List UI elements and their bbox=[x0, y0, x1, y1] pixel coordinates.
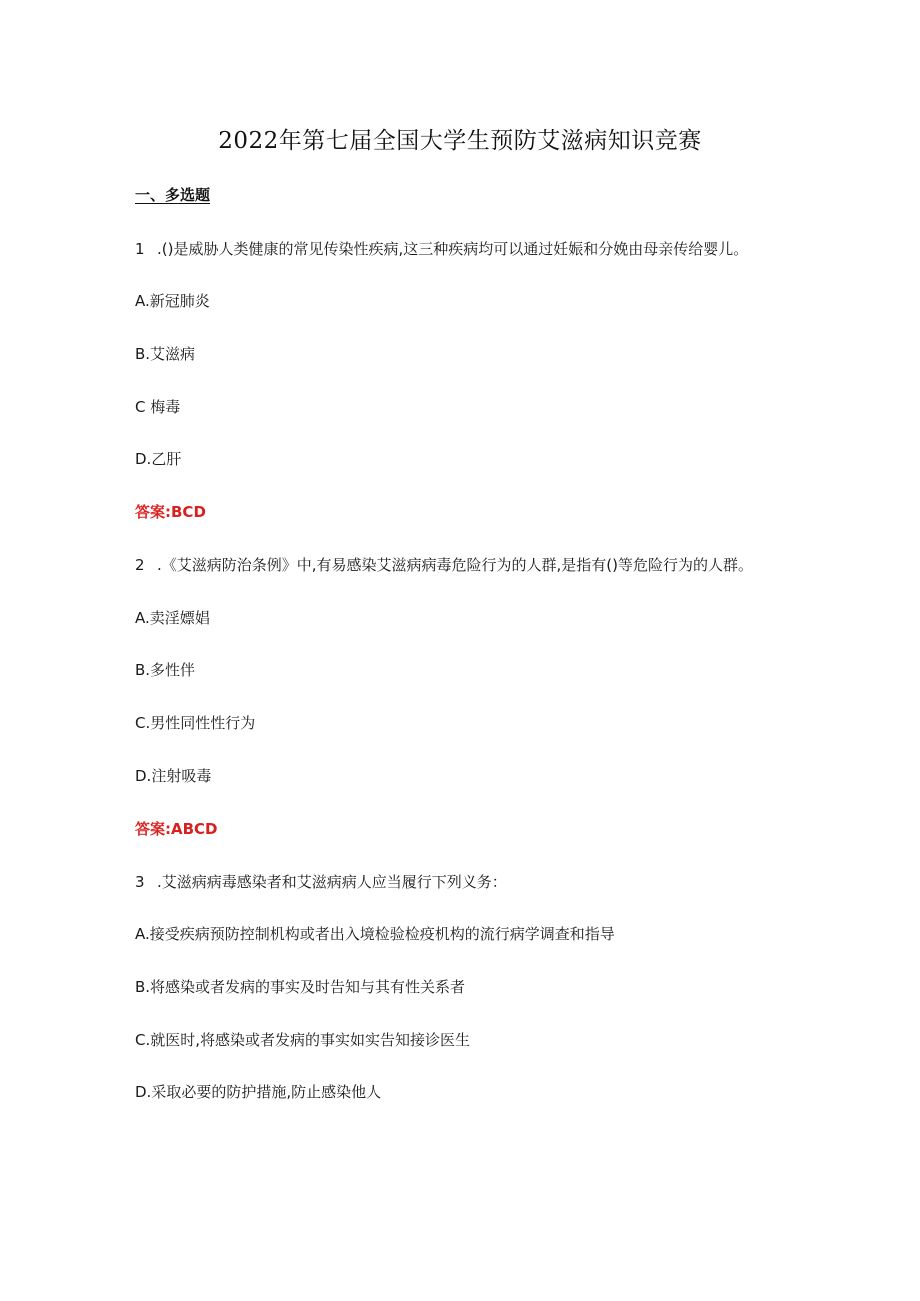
question-1-option-c: C 梅毒 bbox=[135, 398, 181, 416]
question-2-option-b: B.多性伴 bbox=[135, 661, 196, 679]
section-heading: 一、多选题 bbox=[135, 186, 211, 204]
question-text: .《艾滋病防治条例》中,有易感染艾滋病病毒危险行为的人群,是指有()等危险行为的人群。 bbox=[157, 556, 754, 574]
question-text: .()是威胁人类健康的常见传染性疾病,这三种疾病均可以通过妊娠和分娩由母亲传给婴儿。 bbox=[157, 240, 749, 258]
question-text: .艾滋病病毒感染者和艾滋病病人应当履行下列义务： bbox=[157, 873, 507, 891]
question-2-answer: 答案:ABCD bbox=[135, 820, 218, 838]
question-3-option-b: B.将感染或者发病的事实及时告知与其有性关系者 bbox=[135, 978, 466, 996]
question-1-option-b: B.艾滋病 bbox=[135, 345, 196, 363]
question-3-option-a: A.接受疾病预防控制机构或者出入境检验检疫机构的流行病学调查和指导 bbox=[135, 925, 615, 943]
question-2 bbox=[135, 554, 753, 575]
question-number: 1 bbox=[135, 240, 145, 258]
question-number: 3 bbox=[135, 873, 145, 891]
question-2-option-d: D.注射吸毒 bbox=[135, 767, 212, 785]
question-1-option-d: D.乙肝 bbox=[135, 450, 182, 468]
document-title: 2022年第七届全国大学生预防艾滋病知识竞赛 bbox=[218, 128, 702, 154]
question-2-option-c: C.男性同性性行为 bbox=[135, 714, 256, 732]
question-1-option-a: A.新冠肺炎 bbox=[135, 292, 210, 310]
question-2-option-a: A.卖淫嫖娼 bbox=[135, 609, 210, 627]
question-3-option-c: C.就医时,将感染或者发病的事实如实告知接诊医生 bbox=[135, 1031, 471, 1049]
question-1-answer: 答案:BCD bbox=[135, 503, 206, 521]
question-number: 2 bbox=[135, 556, 145, 574]
question-1 bbox=[135, 238, 748, 259]
question-3 bbox=[135, 871, 507, 892]
question-3-option-d: D.采取必要的防护措施,防止感染他人 bbox=[135, 1083, 382, 1101]
